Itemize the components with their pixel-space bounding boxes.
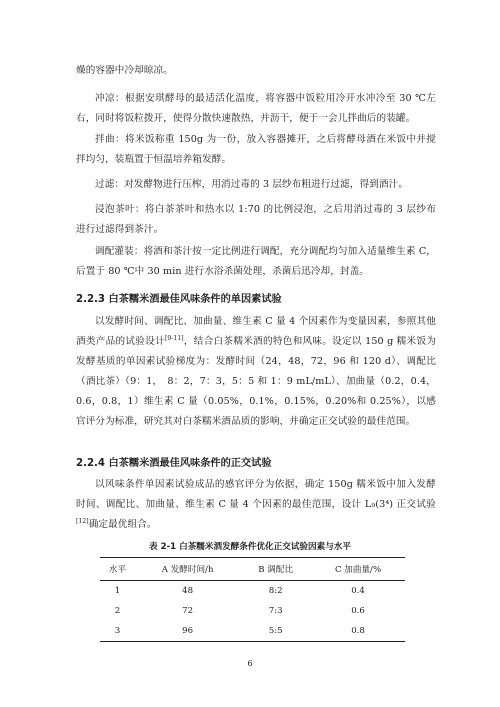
table-header-row (100, 558, 405, 581)
factor-level-table (100, 557, 405, 642)
table-cell: 2 (114, 606, 121, 616)
table-cell: 96 (135, 621, 240, 642)
table-caption: 表 2-1 白茶糯米酒发酵条件优化正交试验因素与水平 (149, 542, 351, 552)
paragraph-rinse: 冲凉：根据安琪酵母的最适活化温度，将容器中饭粒用冷开水冲冷至 30 ℃左右，同时将饭粒拨开，使得分散快速散热，并沥干，便于一会儿拌曲后的装罐。 (76, 93, 436, 124)
paragraph-filter: 过滤：对发酵物进行压榨，用消过毒的 3 层纱布粗进行过滤，得到酒汁。 (95, 179, 409, 190)
table-row (100, 581, 405, 602)
table-cell: 72 (182, 606, 194, 616)
paragraph-continuation: 燥的容器中冷却晾凉。 (76, 65, 173, 76)
table-cell: 7:3 (268, 606, 283, 616)
table-cell: 0.4 (351, 586, 365, 596)
paragraph-steep-tea: 浸泡茶叶：将白茶茶叶和热水以 1:70 的比例浸泡，之后用消过毒的 3 层纱布进行过滤得到茶汁。 (76, 204, 436, 235)
table-cell: 5:5 (240, 621, 311, 642)
header-fermentation-time: A 发酵时间/h (135, 558, 240, 581)
citation-12: [12] (76, 517, 89, 525)
table-cell: 3 (100, 621, 135, 642)
header-blend-ratio: B 调配比 (240, 558, 311, 581)
paragraph-single-factor (76, 312, 436, 432)
single-factor-text-a: 以发酵时间、调配比、加曲量、维生素 C 量 4 个因素作为变量因素，参照其他酒类产品的试验设计 (76, 316, 436, 347)
table-cell: 1 (114, 586, 121, 596)
paragraph-mix-yeast: 拌曲：将米饭称重 150g 为一份，放入容器摊开，之后将酵母酒在米饭中并搅拌均匀，装瓶置于恒温培养箱发酵。 (76, 134, 436, 165)
citation-9-11: [9-11] (164, 334, 184, 342)
table-cell: 0.8 (311, 621, 405, 642)
single-factor-text-b: ，结合白茶糯米酒的特色和风味。设定以 150 g 糯米饭为发酵基质的单因素试验梯度为：发酵时间（24，48，72，96 和 120 d）、调配比（酒比茶）（9：1， 8：2，7：3，5：5 和 1：9 mL/mL）、加曲量（0.2，0.4，0.6，0.8，1）维生素 C 量（0.05%，0.1%，0.15%，0.20%和 0.25%），以感官评分为标准，研究其对白茶糯米酒品质的影响，并确定正交试验的最佳范围。 (76, 336, 436, 427)
orthogonal-text-b: 确定最优组合。 (88, 519, 157, 530)
table-cell: 48 (182, 586, 194, 596)
paragraph-blend-bottle: 调配灌装：将酒和茶汁按一定比例进行调配，充分调配均匀加入适量维生素 C，后置于 80 ℃中 30 min 进行水浴杀菌处理，杀菌后迅冷却，封盖。 (76, 246, 436, 277)
header-level: 水平 (100, 558, 135, 581)
table-cell: 0.6 (351, 606, 365, 616)
table-row (100, 601, 405, 621)
page-number: 6 (247, 659, 253, 668)
table-cell: 8:2 (268, 586, 283, 596)
table-row (100, 621, 405, 642)
header-koji-amount: C 加曲量/% (311, 558, 405, 581)
orthogonal-text-a: 以风味条件单因素试验成品的感官评分为依据，确定 150g 糯米饭中加入发酵时间、调配比、加曲量、维生素 C 量 4 个因素的最佳范围，设计 L₉(3⁴) 正交试验 (76, 479, 436, 510)
section-heading-orthogonal: 2.2.4 白茶糯米酒最佳风味条件的正交试验 (76, 458, 272, 469)
paragraph-orthogonal (76, 475, 436, 535)
section-heading-single-factor: 2.2.3 白茶糯米酒最佳风味条件的单因素试验 (76, 294, 282, 305)
